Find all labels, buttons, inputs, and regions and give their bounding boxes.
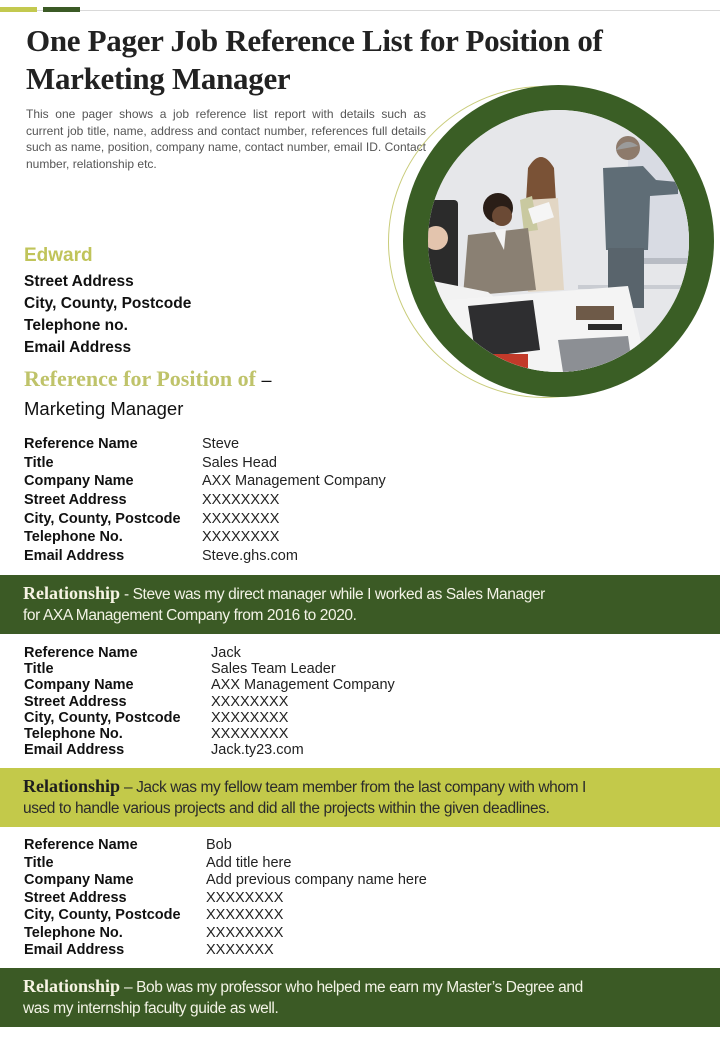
row-value: XXXXXXXX — [211, 725, 289, 742]
table-row — [24, 548, 386, 567]
relationship-label: Relationship — [23, 776, 121, 796]
table-row — [24, 925, 427, 943]
meeting-illustration-icon — [428, 110, 689, 372]
table-row — [24, 455, 386, 474]
applicant-name: Edward — [24, 245, 93, 266]
row-label: Company Name — [24, 677, 134, 694]
row-label: Email Address — [24, 742, 125, 759]
row-value: Steve.ghs.com — [202, 548, 298, 565]
table-row — [24, 436, 386, 455]
title-line-2: Marketing Manager — [26, 61, 291, 96]
table-row — [24, 473, 386, 492]
position-heading — [24, 366, 271, 392]
row-value: AXX Management Company — [202, 473, 386, 490]
row-label: City, County, Postcode — [24, 510, 181, 527]
row-value: Add title here — [206, 854, 292, 871]
reference-table-1 — [24, 436, 386, 567]
row-value: Add previous company name here — [206, 872, 427, 888]
table-row — [24, 694, 395, 710]
row-value: XXXXXXX — [206, 942, 274, 958]
table-row — [24, 645, 395, 661]
table-row — [24, 492, 386, 511]
row-label: City, County, Postcode — [24, 907, 181, 923]
relationship-line-2: for AXA Management Company from 2016 to 2020. — [23, 607, 357, 624]
row-label: Title — [24, 454, 54, 471]
row-value: XXXXXXXX — [206, 889, 284, 906]
page-title — [26, 22, 706, 98]
position-role: Marketing Manager — [24, 398, 184, 419]
row-value: Steve — [202, 436, 240, 452]
position-heading-dash: – — [261, 370, 272, 390]
relationship-band-1 — [0, 575, 720, 634]
row-label: Company Name — [24, 473, 134, 490]
relationship-band-3 — [0, 968, 720, 1027]
row-value: XXXXXXXX — [202, 510, 280, 527]
row-label: Title — [24, 661, 54, 678]
relationship-text: - Steve was my direct manager while I worked as Sales Manager — [120, 586, 545, 603]
table-row — [24, 529, 386, 548]
row-value: Sales Head — [202, 454, 277, 471]
row-value: XXXXXXXX — [206, 907, 284, 923]
table-row — [24, 661, 395, 677]
applicant-details — [24, 271, 191, 359]
table-row — [24, 890, 427, 908]
row-label: Street Address — [24, 889, 127, 906]
table-row — [24, 742, 395, 758]
row-label: Telephone No. — [24, 725, 123, 742]
row-label: Reference Name — [24, 645, 138, 661]
table-row — [24, 511, 386, 530]
relationship-line-1 — [23, 976, 720, 998]
table-row — [24, 710, 395, 726]
row-value: AXX Management Company — [211, 677, 395, 694]
relationship-line-1 — [23, 583, 720, 605]
row-label: Telephone No. — [24, 529, 123, 546]
applicant-telephone: Telephone no. — [24, 317, 128, 334]
row-value: Bob — [206, 837, 232, 853]
relationship-label: Relationship — [23, 583, 121, 603]
row-label: City, County, Postcode — [24, 709, 181, 726]
table-row — [24, 872, 427, 890]
relationship-line-2: used to handle various projects and did all the projects within the given deadlines. — [23, 800, 550, 817]
team-meeting-photo — [428, 110, 689, 372]
row-label: Reference Name — [24, 436, 138, 452]
row-label: Reference Name — [24, 837, 138, 853]
accent-bar-olive — [0, 7, 37, 12]
row-value: XXXXXXXX — [202, 492, 280, 509]
row-label: Company Name — [24, 872, 134, 888]
reference-table-2 — [24, 645, 395, 758]
table-row — [24, 837, 427, 855]
table-row — [24, 907, 427, 925]
row-label: Street Address — [24, 693, 127, 710]
applicant-city-county-postcode: City, County, Postcode — [24, 295, 192, 312]
title-line-1: One Pager Job Reference List for Position of — [26, 23, 603, 58]
table-row — [24, 942, 427, 960]
row-value: XXXXXXXX — [211, 693, 289, 710]
table-row — [24, 855, 427, 873]
row-label: Telephone No. — [24, 924, 123, 941]
row-label: Email Address — [24, 942, 125, 958]
row-label: Street Address — [24, 492, 127, 509]
reference-table-3 — [24, 837, 427, 960]
row-value: XXXXXXXX — [202, 529, 280, 546]
relationship-band-2 — [0, 768, 720, 827]
row-value: XXXXXXXX — [206, 924, 284, 941]
row-label: Title — [24, 854, 54, 871]
row-label: Email Address — [24, 548, 125, 565]
relationship-label: Relationship — [23, 976, 121, 996]
row-value: Sales Team Leader — [211, 661, 336, 678]
relationship-line-1 — [23, 776, 720, 798]
row-value: XXXXXXXX — [211, 709, 289, 726]
relationship-text: – Bob was my professor who helped me earn my Master’s Degree and — [120, 979, 583, 996]
intro-paragraph: This one pager shows a job reference list report with details such as current job title, name, address and contact number, references full details such as name, position, company name, contact number, email ID. Contact number, relationship etc. — [26, 107, 426, 171]
row-value: Jack.ty23.com — [211, 742, 304, 759]
relationship-line-2: was my internship faculty guide as well. — [23, 1000, 279, 1017]
table-row — [24, 726, 395, 742]
table-row — [24, 677, 395, 693]
row-value: Jack — [211, 645, 241, 661]
applicant-street-address: Street Address — [24, 273, 134, 290]
position-heading-text: Reference for Position of — [24, 366, 256, 391]
relationship-text: – Jack was my fellow team member from the last company with whom I — [120, 779, 586, 796]
accent-bar-green — [43, 7, 80, 12]
top-divider-line — [0, 10, 720, 11]
applicant-email: Email Address — [24, 339, 132, 356]
